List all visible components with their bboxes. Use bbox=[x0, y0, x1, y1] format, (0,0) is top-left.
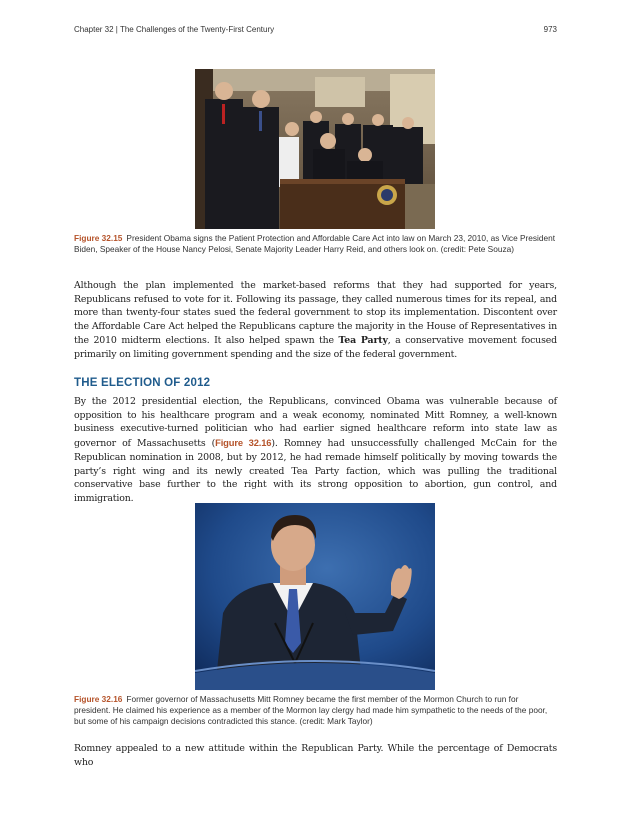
paragraph-text: , a conservative movement focused primarily on limiting government spending and the size of the federal government. bbox=[74, 334, 557, 360]
figure-32-15-caption bbox=[74, 233, 557, 255]
key-term-tea-party: Tea Party bbox=[338, 334, 388, 346]
running-head bbox=[74, 25, 557, 37]
romney-speaking-photo bbox=[195, 503, 435, 690]
figure-label: Figure 32.16 bbox=[74, 694, 123, 704]
paragraph-tea-party bbox=[74, 279, 557, 361]
paragraph-election-2012 bbox=[74, 395, 557, 506]
figure-32-16-caption bbox=[74, 694, 557, 727]
figure-label: Figure 32.15 bbox=[74, 233, 123, 243]
paragraph-text: By the 2012 presidential election, the Republicans, convinced Obama was vulnerable because of opposition to his healthcare program and a weak economy, nominated Mitt Romney, a well-known business executive-turned politician who had earlier signed healthcare reform into state law as governor of Massachusetts ( bbox=[74, 396, 557, 450]
paragraph-text: Although the plan implemented the market-based reforms that they had supported for years, Republicans refused to vote for it. Following its passage, they called numerous times for its repeal, and more than twenty-four states sued the federal government to stop its implementation. Discontent over the Affordable Care Act helped the Republicans capture the majority in the House of Representatives in the 2010 midterm elections. It also helped spawn the bbox=[74, 280, 557, 346]
signing-ceremony-photo bbox=[195, 69, 435, 229]
paragraph-romney-appeal: Romney appealed to a new attitude within the Republican Party. While the percentage of Democrats who bbox=[74, 743, 557, 768]
figure-reference-link[interactable]: Figure 32.16 bbox=[215, 437, 272, 449]
section-heading: THE ELECTION OF 2012 bbox=[74, 377, 211, 389]
page-number: 973 bbox=[543, 25, 557, 34]
caption-text: Former governor of Massachusetts Mitt Romney became the first member of the Mormon Church to run for president. He claimed his experience as a member of the Mormon lay clergy had made him sympathetic to the needs of the poor, but some of his campaign decisions contradicted this stance. (credit: Mark Taylor) bbox=[74, 694, 548, 726]
chapter-title: Chapter 32 | The Challenges of the Twenty-First Century bbox=[74, 25, 275, 34]
paragraph-text: ). Romney had unsuccessfully challenged McCain for the Republican nomination in 2008, but by 2012, he had remade himself politically by moving towards the party’s right wing and its newly created Tea Party faction, which was pulling the traditional conservative base further to the right with its strong opposition to abortion, gun control, and immigration. bbox=[74, 438, 557, 504]
caption-text: President Obama signs the Patient Protection and Affordable Care Act into law on March 23, 2010, as Vice President Biden, Speaker of the House Nancy Pelosi, Senate Majority Leader Harry Reid, and others look on. (credit: Pete Souza) bbox=[74, 233, 556, 254]
